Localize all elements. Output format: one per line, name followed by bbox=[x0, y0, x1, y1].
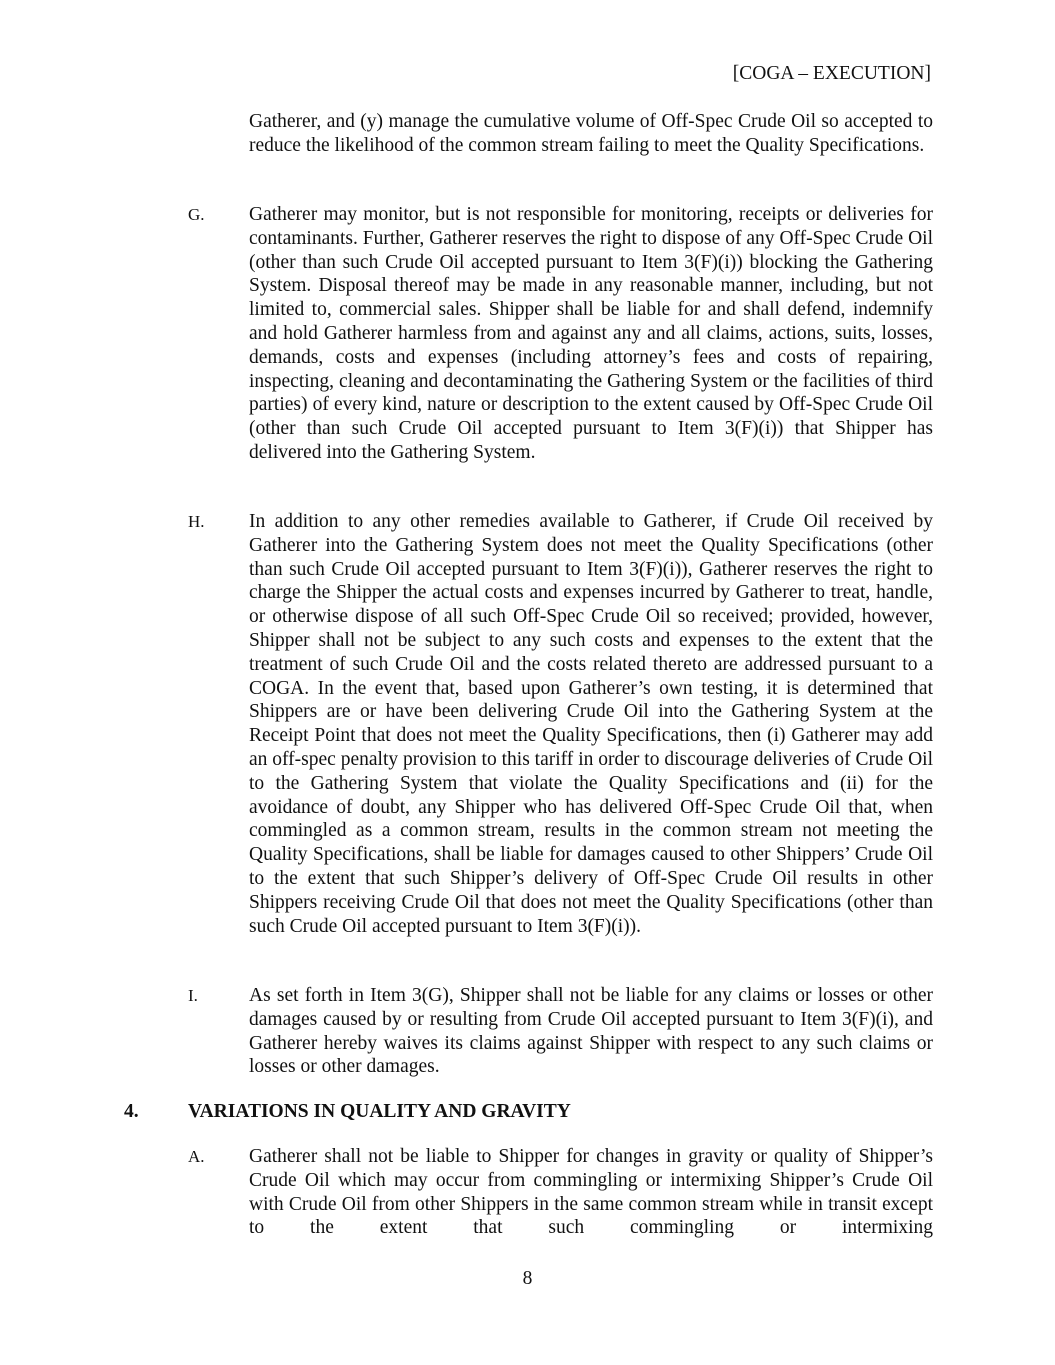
item-g-text: Gatherer may monitor, but is not responsible for monitoring, receipts or deliveries for contaminants. Further, Gatherer reserves the right to dispose of any Off-Spec Crude Oil (other than such Crude Oil accepted pursuant to Item 3(F)(i)) blocking the Gathering System. Disposal thereof may be made in any reasonable manner, including, but not limited to, commercial sales. Shipper shall be liable for and shall defend, indemnify and hold Gatherer harmless from and against any and all claims, actions, suits, losses, demands, costs and expenses (including attorney’s fees and costs of repairing, inspecting, cleaning and decontaminating the Gathering System or the facilities of third parties) of every kind, nature or description to the extent caused by Off-Spec Crude Oil (other than such Crude Oil accepted pursuant to Item 3(F)(i)) that Shipper has delivered into the Gathering System. bbox=[249, 204, 933, 463]
item-h-letter: H. bbox=[188, 512, 205, 531]
item-g-letter: G. bbox=[188, 205, 205, 224]
document-header: [COGA – EXECUTION] bbox=[732, 63, 931, 84]
section-number: 4. bbox=[124, 1101, 139, 1122]
continuation-paragraph: Gatherer, and (y) manage the cumulative volume of Off-Spec Crude Oil so accepted to reduce the likelihood of the common stream failing to meet the Quality Specifications. bbox=[249, 111, 933, 156]
item-a-letter: A. bbox=[188, 1147, 205, 1166]
item-h-text: In addition to any other remedies available to Gatherer, if Crude Oil received by Gatherer into the Gathering System does not meet the Quality Specifications (other than such Crude Oil accepted pursuant to Item 3(F)(i)), Gatherer reserves the right to charge the Shipper the actual costs and expenses incurred by Gatherer to treat, handle, or otherwise dispose of all such Off-Spec Crude Oil so received; provided, however, Shipper shall not be subject to any such costs and expenses to the extent that the treatment of such Crude Oil and the costs related thereto are addressed pursuant to a COGA. In the event that, based upon Gatherer’s own testing, it is determined that Shippers are or have been delivering Crude Oil into the Gathering System at the Receipt Point that does not meet the Quality Specifications, then (i) Gatherer may add an off-spec penalty provision to this tariff in order to discourage deliveries of Crude Oil to the Gathering System that violate the Quality Specifications and (ii) for the avoidance of doubt, any Shipper who has delivered Off-Spec Crude Oil that, when commingled as a common stream, results in the common stream not meeting the Quality Specifications, shall be liable for damages caused to other Shippers’ Crude Oil to the extent that such Shipper’s delivery of Off-Spec Crude Oil results in other Shippers receiving Crude Oil that does not meet the Quality Specifications (other than such Crude Oil accepted pursuant to Item 3(F)(i)). bbox=[249, 511, 933, 937]
item-i-letter: I. bbox=[188, 986, 198, 1005]
section-title: VARIATIONS IN QUALITY AND GRAVITY bbox=[188, 1101, 571, 1122]
item-i-text: As set forth in Item 3(G), Shipper shall not be liable for any claims or losses or other damages caused by or resulting from Crude Oil accepted pursuant to Item 3(F)(i), and Gatherer hereby waives its claims against Shipper with respect to any such claims or losses or other damages. bbox=[249, 985, 933, 1078]
item-a-text: Gatherer shall not be liable to Shipper for changes in gravity or quality of Shipper’s Crude Oil which may occur from commingling or intermixing Shipper’s Crude Oil with Crude Oil from other Shippers in the same common stream while in transit except to the extent that such commingling or intermixing bbox=[249, 1146, 933, 1239]
page-number: 8 bbox=[522, 1268, 533, 1289]
